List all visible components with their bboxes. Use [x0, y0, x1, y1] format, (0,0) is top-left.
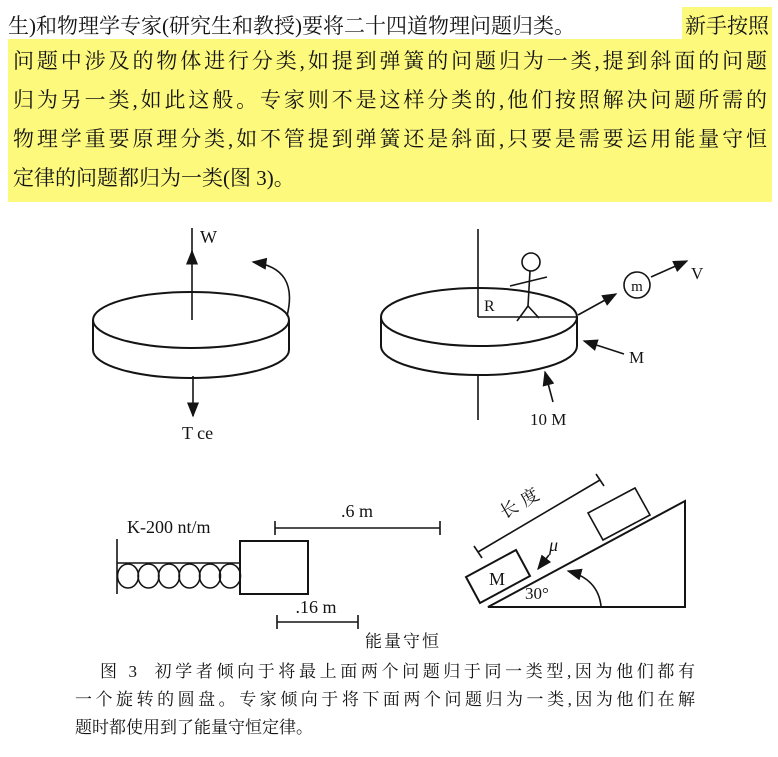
body-paragraph: [8, 0, 772, 202]
incline-block-label: M: [488, 569, 506, 589]
paragraph-line-2: 问题中涉及的物体进行分类,如提到弹簧的问题归为一类,提到斜面的问题: [13, 49, 767, 73]
rotation-arrow: [253, 262, 289, 316]
highlighted-text-block: [8, 39, 772, 202]
paragraph-line-4: 物理学重要原理分类,如不管提到弹簧还是斜面,只要是需要运用能量守恒: [13, 127, 767, 151]
angle-arc-arrow: [568, 571, 601, 606]
angle-label: 30°: [525, 584, 549, 603]
stick-figure-torso: [528, 271, 530, 306]
dim-tick: [474, 546, 482, 558]
figure-number: 图 3: [100, 662, 137, 681]
paragraph-line-5: 定律的问题都归为一类(图 3)。: [13, 166, 295, 190]
friction-label: μ: [549, 535, 559, 555]
caption-line-2: 一个旋转的圆盘。专家倾向于将下面两个问题归为一类,因为他们在解: [75, 690, 695, 709]
spring-constant-label: K-200 nt/m: [127, 517, 211, 537]
spring-coils: [118, 564, 241, 588]
disk-mass-pointer-arrow: [584, 341, 624, 354]
stick-figure-leg-left: [517, 306, 528, 321]
caption-line-1-text: 初学者倾向于将最上面两个问题归于同一类型,因为他们都有: [151, 662, 696, 681]
compression-label: .16 m: [295, 597, 337, 617]
paragraph-line-1-plain: 生)和物理学专家(研究生和教授)要将二十四道物理问题归类。: [8, 14, 575, 38]
paragraph-line-1: [8, 7, 772, 38]
incline-block-upper: [588, 488, 650, 540]
incline-problem: [466, 474, 685, 607]
rotating-disk-problem-1: [93, 227, 289, 443]
spring-coil: [118, 564, 139, 588]
stick-figure: [510, 253, 547, 321]
spring-coil: [159, 564, 180, 588]
paragraph-line-1-highlighted: 新手按照: [682, 7, 772, 47]
caption-line-1: [75, 658, 695, 686]
block-rect: [240, 541, 308, 594]
distance-label: .6 m: [340, 501, 374, 521]
compression-dimension: [277, 597, 358, 629]
friction-pointer-arrow: [538, 555, 549, 569]
tension-label: T ce: [182, 423, 214, 443]
base-mass-label: 10 M: [530, 410, 567, 429]
disk-top-ellipse: [93, 292, 289, 348]
spring-coil: [200, 564, 221, 588]
distance-dimension: [275, 501, 440, 535]
base-mass-pointer-arrow: [545, 372, 553, 402]
spring-coil: [179, 564, 200, 588]
paragraph-line-3: 归为另一类,如此这般。专家则不是这样分类的,他们按照解决问题所需的: [13, 88, 767, 112]
principle-label: 能量守恒: [365, 632, 441, 651]
launch-arrow: [578, 294, 616, 315]
velocity-arrow: [651, 261, 687, 277]
radius-label: R: [484, 298, 495, 315]
spring-coil: [220, 564, 241, 588]
disk-mass-label: M: [629, 348, 645, 367]
stick-figure-head: [522, 253, 540, 271]
disk-bottom-rim: [93, 350, 289, 378]
length-dimension: [474, 474, 604, 558]
length-label: 长度: [496, 481, 548, 523]
weight-label: W: [200, 227, 217, 247]
dim-tick: [596, 474, 604, 486]
caption-line-3: 题时都使用到了能量守恒定律。: [75, 718, 313, 737]
spring-coil: [138, 564, 159, 588]
disk-bottom-rim: [381, 346, 577, 375]
point-mass-label: m: [631, 279, 643, 295]
velocity-label: V: [691, 264, 704, 283]
rotating-disk-problem-2: [381, 229, 704, 429]
figure-caption: [75, 658, 695, 742]
spring-block-problem: [117, 501, 441, 651]
